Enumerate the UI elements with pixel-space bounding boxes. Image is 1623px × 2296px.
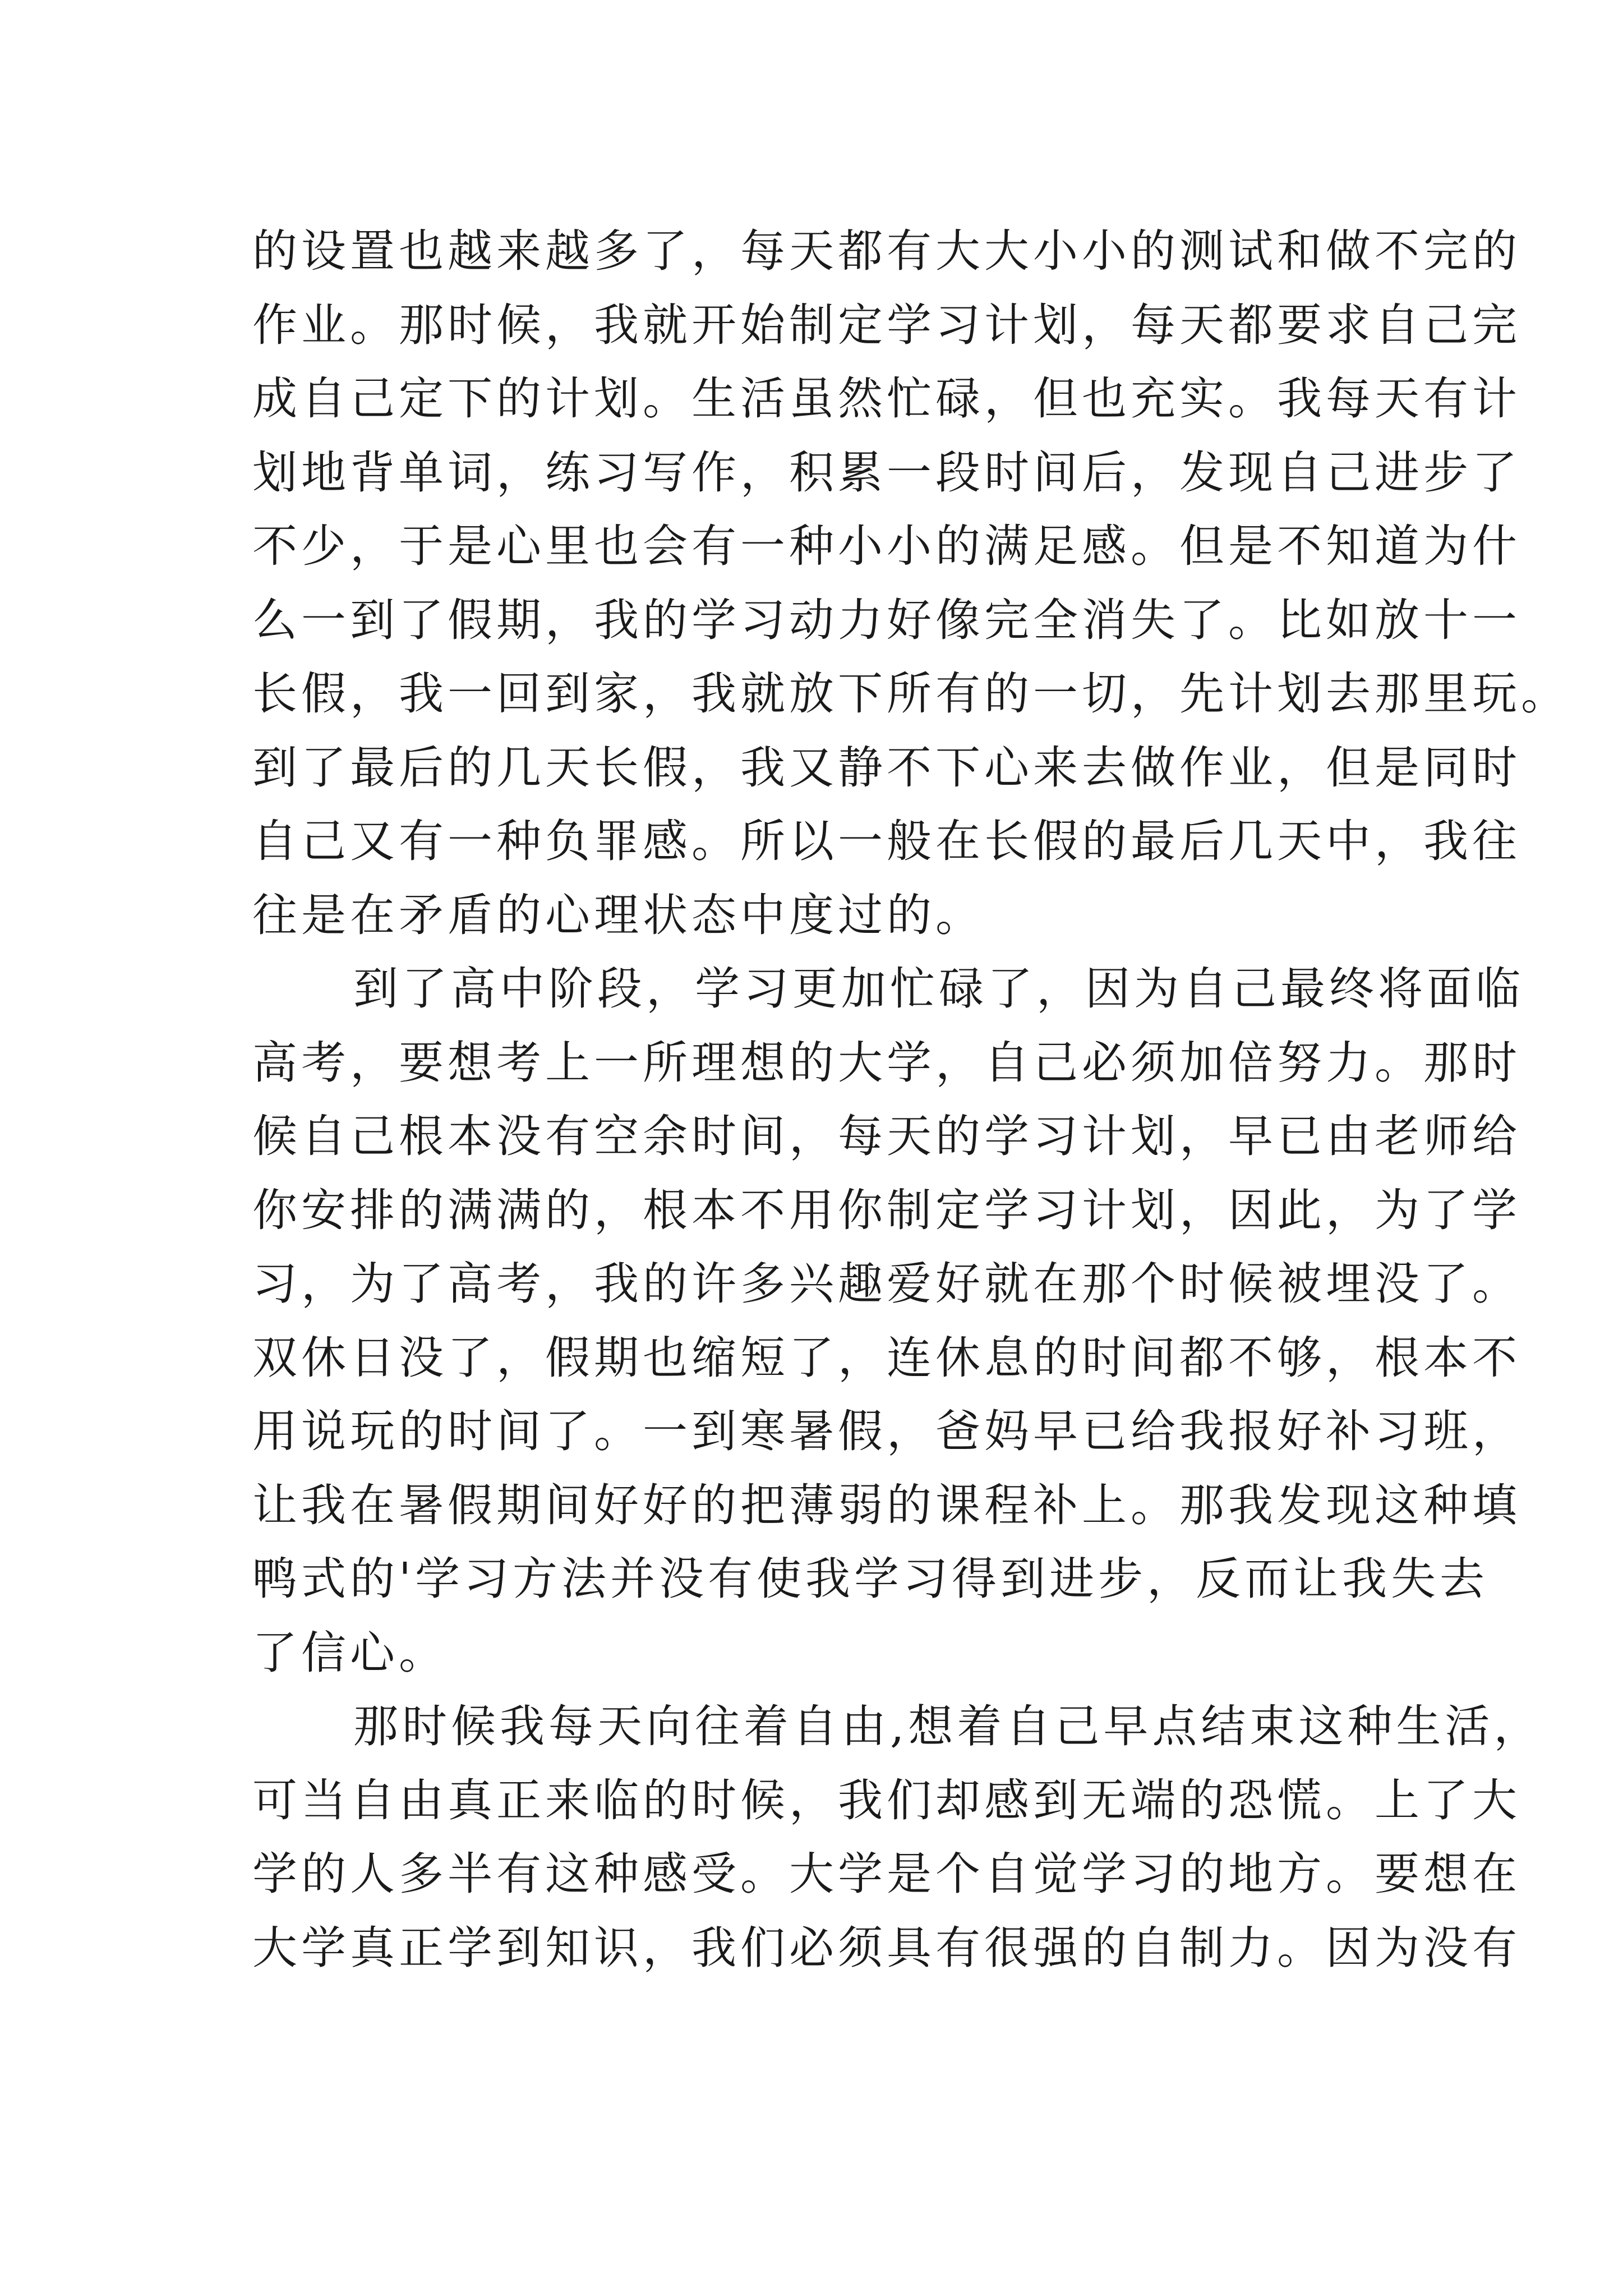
text-line: 自己又有一种负罪感。所以一般在长假的最后几天中，我往 [252,815,1521,867]
text-line: 你安排的满满的，根本不用你制定学习计划，因此，为了学 [252,1184,1521,1236]
text-line: 可当自由真正来临的时候，我们却感到无端的恐慌。上了大 [252,1774,1521,1826]
text-line: 高考，要想考上一所理想的大学，自己必须加倍努力。那时 [252,1036,1521,1089]
text-line: 作业。那时候，我就开始制定学习计划，每天都要求自己完 [252,298,1521,351]
paragraph-first-line: 到了高中阶段，学习更加忙碌了，因为自己最终将面临 [353,963,1524,1015]
text-line: 大学真正学到知识，我们必须具有很强的自制力。因为没有 [252,1921,1521,1974]
text-line: 候自己根本没有空余时间，每天的学习计划，早已由老师给 [252,1110,1521,1162]
text-line: 让我在暑假期间好好的把薄弱的课程补上。那我发现这种填 [252,1479,1521,1531]
text-line: 双休日没了，假期也缩短了，连休息的时间都不够，根本不 [252,1331,1521,1384]
paragraph-first-line: 那时候我每天向往着自由,想着自己早点结束这种生活， [353,1700,1543,1752]
text-line: 不少，于是心里也会有一种小小的满足感。但是不知道为什 [252,520,1521,572]
text-line: 鸭式的'学习方法并没有使我学习得到进步，反而让我失去 [252,1553,1488,1605]
text-line: 往是在矛盾的心理状态中度过的。 [252,889,984,941]
text-line: 划地背单词，练习写作，积累一段时间后，发现自己进步了 [252,446,1521,499]
text-line: 到了最后的几天长假，我又静不下心来去做作业，但是同时 [252,741,1521,794]
text-line: 用说玩的时间了。一到寒暑假，爸妈早已给我报好补习班， [252,1405,1521,1457]
document-body [252,214,1570,1985]
text-line: 成自己定下的计划。生活虽然忙碌，但也充实。我每天有计 [252,372,1521,425]
text-line: 长假，我一回到家，我就放下所有的一切，先计划去那里玩。 [252,668,1570,720]
text-line: 学的人多半有这种感受。大学是个自觉学习的地方。要想在 [252,1848,1521,1900]
text-line: 么一到了假期，我的学习动力好像完全消失了。比如放十一 [252,593,1521,646]
text-line: 了信心。 [252,1626,448,1679]
text-line: 习，为了高考，我的许多兴趣爱好就在那个时候被埋没了。 [252,1258,1521,1310]
text-line: 的设置也越来越多了，每天都有大大小小的测试和做不完的 [252,225,1521,277]
